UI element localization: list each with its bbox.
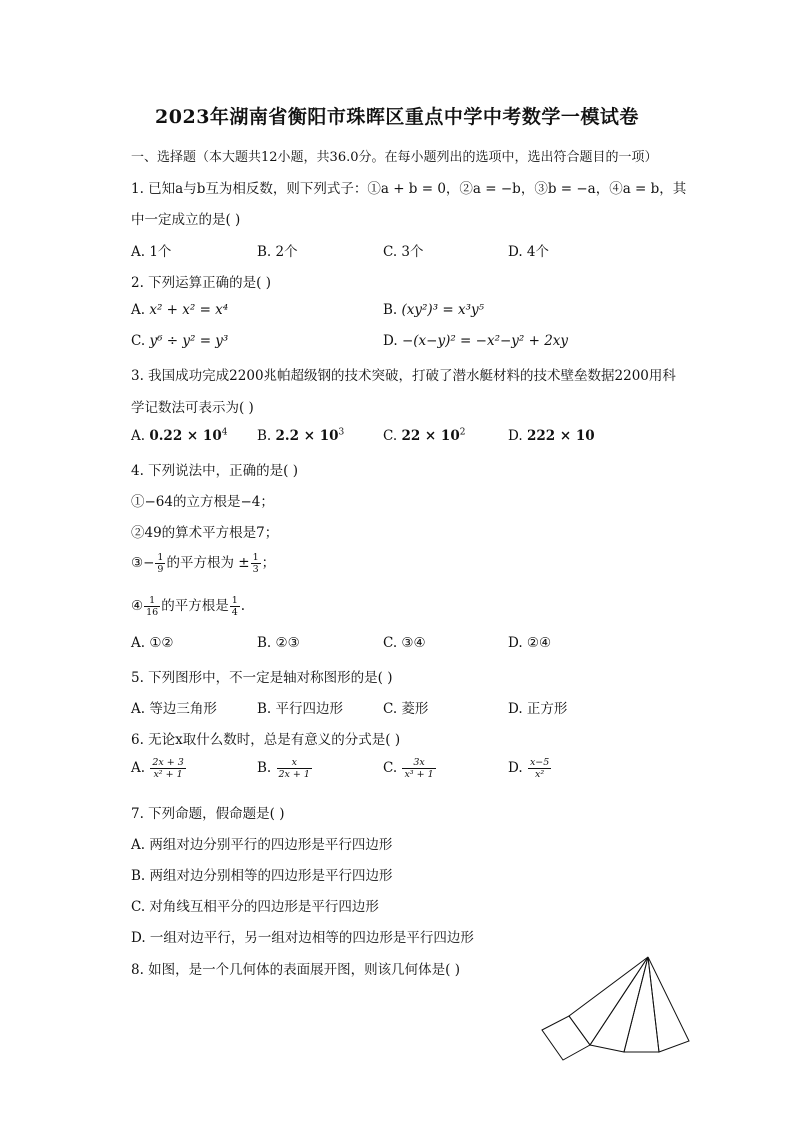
q7-option-c: C. 对角线互相平分的四边形是平行四边形 xyxy=(131,899,379,915)
net-square-face xyxy=(542,1016,590,1060)
q2-label-a: A. xyxy=(131,302,146,318)
q6-den-c: x³ + 1 xyxy=(404,769,434,780)
q4-option-b: B. ②③ xyxy=(257,635,300,651)
q6-den-a: x² + 1 xyxy=(153,769,183,780)
q3-stem-line1: 3. 我国成功完成2200兆帕超级钢的技术突破，打破了潜水艇材料的技术壁垒数据2200用科 xyxy=(131,368,676,384)
q6-num-a: 2x + 3 xyxy=(152,757,184,768)
q6-label-b: B. xyxy=(257,760,272,776)
q6-label-d: D. xyxy=(508,760,523,776)
q2-label-c: C. xyxy=(131,333,146,349)
q7-option-d: D. 一组对边平行，另一组对边相等的四边形是平行四边形 xyxy=(131,930,474,946)
q4-s4-frac1-num: 1 xyxy=(144,595,160,607)
q2-label-d: D. xyxy=(383,333,398,349)
q4-s3-frac2-num: 1 xyxy=(252,552,259,563)
q4-s3-end: ； xyxy=(261,555,276,571)
q4-option-d: D. ②④ xyxy=(508,635,552,651)
q6-num-b: x xyxy=(277,757,312,769)
q3-base-a: 0.22 × 10 xyxy=(149,428,222,444)
q4-s3-mid: 的平方根为 ± xyxy=(166,555,250,571)
q5-option-a: A. 等边三角形 xyxy=(131,701,217,717)
q4-s4-frac2-den: 4 xyxy=(231,607,238,618)
q2-formula-c: y⁶ ÷ y² = y³ xyxy=(149,333,229,349)
q3-exp-c: 2 xyxy=(459,427,466,438)
q4-s4-frac2-num: 1 xyxy=(231,595,238,606)
q5-option-c: C. 菱形 xyxy=(383,701,429,717)
q3-label-c: C. xyxy=(383,428,398,444)
q6-label-a: A. xyxy=(131,760,146,776)
q4-s3-frac2-den: 3 xyxy=(252,564,259,575)
q5-stem: 5. 下列图形中，不一定是轴对称图形的是( ) xyxy=(131,670,393,686)
q4-s4-frac1-den: 16 xyxy=(146,607,159,618)
q1-option-a: A. 1个 xyxy=(131,244,172,260)
q7-option-b: B. 两组对边分别相等的四边形是平行四边形 xyxy=(131,868,393,884)
q4-option-a: A. ①② xyxy=(131,635,174,651)
q2-stem: 2. 下列运算正确的是( ) xyxy=(131,275,271,291)
q8-stem: 8. 如图，是一个几何体的表面展开图，则该几何体是( ) xyxy=(131,962,460,978)
q4-statement-1: ①−64的立方根是−4； xyxy=(131,494,274,510)
q2-formula-b: (xy²)³ = x³y⁵ xyxy=(401,302,485,318)
q4-s4-mid: 的平方根是 xyxy=(161,598,229,614)
q4-s3-frac1-num: 1 xyxy=(157,552,164,563)
q4-s4-prefix: ④ xyxy=(131,598,144,614)
q4-option-c: C. ③④ xyxy=(383,635,426,651)
q7-stem: 7. 下列命题，假命题是( ) xyxy=(131,806,285,822)
q3-label-d: D. xyxy=(508,428,523,444)
q1-option-d: D. 4个 xyxy=(508,244,550,260)
q6-stem: 6. 无论x取什么数时，总是有意义的分式是( ) xyxy=(131,732,401,748)
q4-s4-end: . xyxy=(240,598,246,614)
q5-option-d: D. 正方形 xyxy=(508,701,568,717)
q4-stem: 4. 下列说法中，正确的是( ) xyxy=(131,463,298,479)
net-triangle-face-1 xyxy=(569,957,648,1045)
q7-option-a: A. 两组对边分别平行的四边形是平行四边形 xyxy=(131,837,393,853)
q1-stem-line1: 1. 已知a与b互为相反数，则下列式子：①a + b = 0，②a = −b，③b = −a，④a = b，其 xyxy=(131,181,687,197)
q3-stem-line2: 学记数法可表示为( ) xyxy=(131,400,254,416)
q6-num-c: 3x xyxy=(402,757,435,769)
q1-option-b: B. 2个 xyxy=(257,244,298,260)
q1-stem-line2: 中一定成立的是( ) xyxy=(131,212,241,228)
net-triangle-face-4 xyxy=(648,957,689,1052)
q3-base-b: 2.2 × 10 xyxy=(275,428,339,444)
q4-s3-frac1-den: 9 xyxy=(157,564,164,575)
q6-num-d: x−5 xyxy=(529,757,550,768)
q2-label-b: B. xyxy=(383,302,398,318)
net-triangle-face-2 xyxy=(590,957,648,1052)
section-heading: 一、选择题（本大题共12小题，共36.0分。在每小题列出的选项中，选出符合题目的一项） xyxy=(131,150,658,165)
q5-option-b: B. 平行四边形 xyxy=(257,701,344,717)
q4-statement-2: ②49的算术平方根是7； xyxy=(131,525,279,541)
q2-formula-a: x² + x² = x⁴ xyxy=(149,302,229,318)
page-title: 2023年湖南省衡阳市珠晖区重点中学中考数学一模试卷 xyxy=(155,106,639,128)
q6-label-c: C. xyxy=(383,760,398,776)
q3-base-c: 22 × 10 xyxy=(401,428,460,444)
q6-den-d: x² xyxy=(535,769,545,780)
q4-s3-prefix: ③− xyxy=(131,555,155,571)
q3-base-d: 222 × 10 xyxy=(526,428,595,444)
q6-den-b: 2x + 1 xyxy=(278,769,310,780)
q3-exp-a: 4 xyxy=(221,427,228,438)
q2-formula-d: −(x−y)² = −x²−y² + 2xy xyxy=(401,333,569,349)
q3-label-b: B. xyxy=(257,428,272,444)
q3-label-a: A. xyxy=(131,428,146,444)
q1-option-c: C. 3个 xyxy=(383,244,424,260)
q3-exp-b: 3 xyxy=(338,427,345,438)
